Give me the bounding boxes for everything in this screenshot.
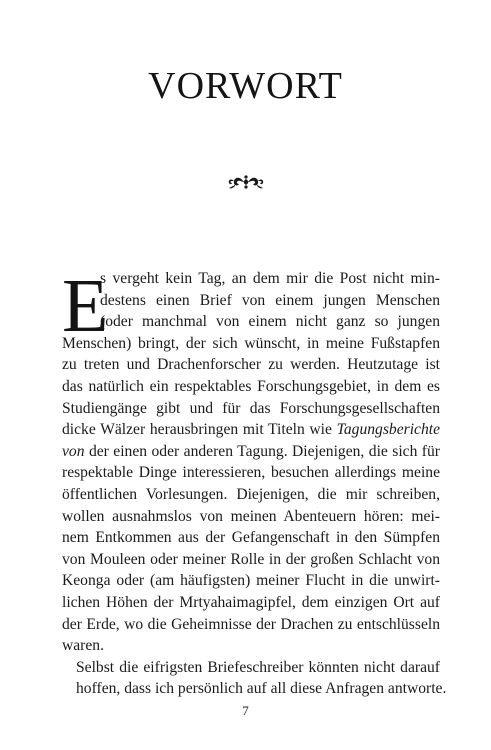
text-line: hoffen, dass ich persönlich auf all diese Anfragen antworte.: [76, 680, 447, 698]
text-line: Studiengänge gibt und für das Forschungsgesellschaften: [62, 399, 440, 417]
text-line: zu treten und Drachenforscher zu werden. Heutzutage ist: [62, 356, 440, 374]
text-line: der Erde, wo die Geheimnisse der Drachen zu entschlüsseln: [62, 615, 440, 633]
text-line: dicke Wälzer herausbringen mit Titeln wie Tagungsberichte: [62, 421, 440, 439]
text-line: s vergeht kein Tag, an dem mir die Post nicht min-: [100, 270, 440, 287]
drop-cap: E: [62, 264, 109, 348]
text-line: (oder manchmal von einem nicht ganz so jungen: [100, 313, 440, 331]
text-line: destens einen Brief von einem jungen Menschen: [100, 291, 440, 309]
text-line: Keonga oder (am häufigsten) meiner Flucht in die unwirt-: [62, 572, 440, 590]
italic-title: von: [62, 442, 85, 460]
floral-ornament-icon: [227, 172, 265, 192]
italic-title: Tagungsberichte: [336, 421, 440, 439]
text-line: das natürlich ein respektables Forschungsgebiet, in dem es: [62, 377, 440, 395]
page-number: 7: [242, 703, 249, 718]
text-line: wollen ausnahmslos von meinen Abenteuern hören: mei-: [62, 507, 440, 525]
text-line: nem Entkommen aus der Gefangenschaft in den Sümpfen: [62, 529, 440, 547]
text-line: waren.: [62, 637, 104, 655]
text-line: von Mouleen oder meiner Rolle in der großen Schlacht von: [62, 550, 440, 568]
text-line: lichen Höhen der Mrtyahaimagipfel, dem einzigen Ort auf: [62, 593, 440, 611]
text-line: öffentlichen Vorlesungen. Diejenigen, die mir schreiben,: [62, 485, 440, 503]
chapter-title: VORWORT: [148, 65, 343, 107]
body-text: [62, 264, 447, 700]
text-line: Selbst die eifrigsten Briefeschreiber könnten nicht darauf: [76, 658, 440, 676]
text-line: von der einen oder anderen Tagung. Diejenigen, die sich für: [62, 442, 440, 460]
text-line: respektable Dinge interessieren, besuchen allerdings meine: [62, 464, 440, 482]
text-line: Menschen) bringt, der sich wünscht, in meine Fußstapfen: [62, 334, 440, 352]
